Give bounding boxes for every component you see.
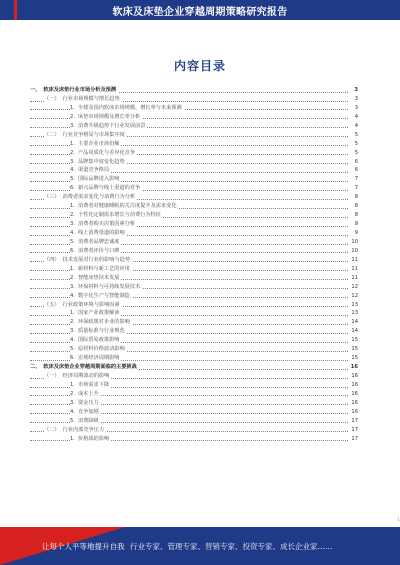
toc-entry-title	[70, 309, 121, 318]
toc-entry-page: 9	[354, 230, 358, 236]
toc-entry-number: 1.	[70, 140, 75, 147]
toc-entry-page: 7	[354, 185, 358, 192]
toc-entry-page: 8	[354, 212, 358, 219]
toc-entry-text: 产品同质化与差异化竞争	[77, 149, 136, 156]
toc-entry-text: 消费升级趋势下行业发展前景	[77, 122, 146, 129]
toc-entry-page: 16	[351, 408, 358, 415]
toc-entry-number: 5.	[70, 238, 75, 245]
toc-entry-text: 环保政策对企业的影响	[77, 319, 130, 326]
toc-entry-number: （三）	[44, 194, 60, 201]
toc-entry-page: 15	[351, 337, 358, 344]
toc-entry-text: 成本上升	[77, 390, 99, 397]
toc-entry-number: 1.	[70, 203, 75, 210]
toc-entry-number: （二）	[44, 426, 60, 433]
toc-entry-title	[70, 149, 137, 158]
toc-entry[interactable]	[30, 265, 358, 274]
toc-entry[interactable]	[30, 149, 358, 158]
toc-entry-page: 12	[351, 283, 358, 290]
toc-entry[interactable]	[30, 122, 358, 131]
toc-entry-text: 消费者品牌忠诚度	[77, 238, 120, 245]
toc-entry[interactable]	[30, 193, 358, 202]
toc-entry-number: 3.	[70, 158, 75, 165]
toc-entry-number: 3.	[70, 399, 75, 406]
footer-banner	[0, 527, 400, 565]
toc-entry-title	[44, 131, 127, 140]
toc-entry-number: 3.	[70, 221, 75, 228]
toc-entry-number: 4.	[70, 167, 75, 174]
toc-entry-page: 6	[354, 167, 358, 174]
toc-entry-text: 行业政策环境与影响因素	[62, 301, 120, 308]
toc-entry-page: 4	[354, 113, 358, 120]
toc-entry-text: 环保材料与可持续发展技术	[77, 283, 141, 290]
toc-entry[interactable]	[30, 86, 358, 95]
toc-entry-number: （二）	[44, 131, 60, 138]
toc-entry-text: 线上消费渠道的影响	[77, 230, 125, 236]
toc-entry-page: 15	[351, 355, 358, 362]
toc-entry-page: 9	[354, 221, 358, 228]
toc-entry-text: 质量标准与行业规范	[77, 328, 125, 335]
toc-entry-title	[44, 372, 111, 381]
toc-entry-number: 1.	[70, 310, 75, 317]
toc-entry-page: 16	[351, 373, 358, 379]
toc-entry[interactable]	[30, 301, 358, 310]
toc-entry[interactable]	[30, 372, 358, 381]
toc-entry-title	[70, 238, 121, 247]
toc-entry-title	[70, 292, 132, 301]
toc-entry-text: 主要企业市场份额	[77, 140, 120, 147]
toc-entry[interactable]	[30, 327, 358, 336]
toc-entry-number: 4.	[70, 408, 75, 415]
toc-entry[interactable]	[30, 202, 358, 211]
toc-entry[interactable]	[30, 292, 358, 301]
toc-entry-text: 个性化定制需求增长与消费行为特征	[77, 212, 161, 219]
footer-slogan: 让每个人平等地提升自我	[42, 542, 125, 551]
toc-entry-title	[70, 104, 184, 113]
toc-entry-page: 13	[351, 301, 358, 308]
toc-entry-number: 1.	[70, 435, 75, 442]
toc-entry-title	[70, 247, 121, 256]
toc-heading: 内容目录	[173, 59, 226, 73]
toc-entry-number: 2.	[70, 390, 75, 397]
toc-entry-number: 二、	[30, 364, 41, 371]
toc-entry-text: 经济周期波动的影响	[62, 373, 110, 379]
toc-entry-text: 资金压力	[77, 399, 99, 406]
toc-entry-number: 1.	[70, 381, 75, 388]
toc-entry-text: 软床及床垫行业市场分析及预测	[43, 87, 117, 93]
toc-entry-text: 宏观经济周期影响	[77, 355, 120, 362]
toc-entry[interactable]	[30, 184, 358, 193]
toc-entry-title	[44, 95, 122, 104]
toc-entry-page: 14	[351, 328, 358, 335]
toc-entry-title	[70, 158, 127, 167]
toc-entry-text: 新兴品牌与线上渠道的竞争	[77, 185, 141, 192]
toc-entry-title	[70, 122, 147, 131]
toc-entry-title	[70, 265, 132, 274]
toc-entry-text: 行业内部竞争压力	[62, 426, 105, 433]
toc-entry-title	[70, 417, 101, 426]
toc-entry-page: 17	[351, 435, 358, 442]
toc-entry[interactable]	[30, 417, 358, 426]
toc-entry-text: 消费者购买决策因素分析	[77, 221, 136, 228]
toc-entry-title	[70, 220, 137, 229]
toc-entry-text: 技术发展对行业的影响与趋势	[62, 256, 131, 263]
toc-entry[interactable]	[30, 211, 358, 220]
toc-entry-page: 13	[351, 310, 358, 317]
toc-entry-title	[70, 399, 101, 408]
toc-entry-page: 16	[351, 399, 358, 406]
toc-entry-text: 数字化生产与智能制造	[77, 292, 130, 299]
toc-entry[interactable]	[30, 158, 358, 167]
toc-entry-title	[44, 256, 132, 265]
toc-entry-number: 5.	[70, 346, 75, 353]
toc-entry-text: 床垫市场规模及增长率分析	[77, 113, 141, 120]
toc-entry[interactable]	[30, 175, 358, 184]
toc-entry-title	[70, 166, 111, 175]
toc-entry[interactable]	[30, 435, 358, 444]
toc-entry[interactable]	[30, 247, 358, 256]
toc-entry[interactable]	[30, 381, 358, 390]
toc-entry-number: 6.	[70, 185, 75, 192]
toc-entry-title	[44, 426, 106, 435]
toc-entry-number: （一）	[44, 373, 60, 379]
toc-entry[interactable]	[30, 238, 358, 247]
toc-entry-title	[70, 274, 121, 283]
toc-entry-title	[70, 381, 111, 390]
toc-entry-title	[70, 113, 142, 122]
toc-entry-title	[70, 283, 142, 292]
toc-entry[interactable]	[30, 140, 358, 149]
toc-entry-number: （四）	[44, 256, 60, 263]
toc-entry-page: 17	[351, 417, 358, 424]
toc-entry-page: 16	[350, 364, 358, 371]
toc-entry[interactable]	[30, 166, 358, 175]
toc-entry-page: 5	[354, 149, 358, 156]
toc-entry-text: 市场需求下降	[77, 381, 110, 388]
toc-entry[interactable]	[30, 113, 358, 122]
toc-entry-number: 3.	[70, 328, 75, 335]
toc-entry-text: 新材料与新工艺的应用	[77, 265, 130, 272]
toc-entry-page: 16	[351, 381, 358, 388]
toc-entry-text: 品牌集中度变化趋势	[77, 158, 125, 165]
toc-entry-title	[70, 202, 179, 211]
toc-entry-text: 渠道竞争格局	[77, 167, 110, 174]
toc-entry-page: 14	[351, 319, 358, 326]
toc-entry-title	[70, 140, 121, 149]
toc-entry-title	[70, 390, 101, 399]
toc-entry[interactable]	[30, 220, 358, 229]
toc-entry-page: 8	[354, 203, 358, 210]
header-banner	[0, 0, 400, 20]
toc-entry[interactable]	[30, 318, 358, 327]
toc-entry[interactable]	[30, 256, 358, 265]
toc-entry-title	[44, 193, 137, 202]
toc-entry-title	[70, 184, 142, 193]
toc-entry[interactable]	[30, 345, 358, 354]
toc-entry-text: 消费降级	[77, 417, 99, 424]
toc-entry-number: 2.	[70, 113, 75, 120]
footer-tagline: 行业专家、管理专家、营销专家、投资专家、成长企业家……	[130, 542, 333, 551]
toc-entry-number: （一）	[44, 95, 60, 102]
toc-entry-page: 3	[354, 104, 358, 111]
toc-entry-text: 原材料价格波动影响	[77, 346, 125, 353]
toc-entry-number: 2.	[70, 319, 75, 326]
toc-entry[interactable]	[30, 274, 358, 283]
toc-entry-page: 6	[354, 158, 358, 165]
toc-entry[interactable]	[30, 354, 358, 363]
toc-entry-title	[70, 211, 163, 220]
toc-entry-page: 11	[351, 274, 358, 281]
toc-entry-page: 8	[354, 194, 358, 201]
toc-entry[interactable]	[30, 363, 358, 372]
toc-entry-page: 17	[351, 426, 358, 433]
toc-entry-number: 4.	[70, 292, 75, 299]
toc-entry-number: 2.	[70, 274, 75, 281]
toc-entry-page: 11	[351, 265, 358, 272]
toc-entry-number: 5.	[70, 176, 75, 183]
toc-entry-page: 4	[354, 122, 358, 129]
toc-entry-number: 1.	[70, 265, 75, 272]
toc-entry[interactable]	[30, 131, 358, 140]
toc-entry[interactable]	[30, 95, 358, 104]
toc-entry-text: 智能床垫技术发展	[77, 274, 120, 281]
toc-entry-page: 16	[351, 390, 358, 397]
toc-entry-title	[30, 363, 139, 372]
table-of-contents	[30, 86, 358, 511]
toc-entry-number: 一、	[30, 87, 41, 93]
toc-entry-page: 12	[351, 292, 358, 299]
toc-entry-number: 5.	[70, 417, 75, 424]
toc-entry-number: 3.	[70, 122, 75, 129]
toc-entry-title	[70, 354, 121, 363]
toc-entry-number: 2.	[70, 212, 75, 219]
toc-entry-text: 竞争加剧	[77, 408, 99, 415]
toc-entry-text: 价格战的影响	[77, 435, 110, 442]
toc-entry-page: 5	[354, 140, 358, 147]
toc-entry[interactable]	[30, 309, 358, 318]
toc-entry-text: 国家产业政策解读	[77, 310, 120, 317]
toc-entry[interactable]	[30, 336, 358, 345]
toc-entry-title	[70, 318, 132, 327]
toc-entry-text: 国际品牌进入影响	[77, 176, 120, 183]
toc-entry-number: 3.	[70, 283, 75, 290]
toc-entry-title	[70, 229, 127, 238]
toc-entry-title	[70, 175, 121, 184]
toc-entry-number: 6.	[70, 247, 75, 254]
toc-entry-page: 11	[351, 256, 358, 263]
toc-entry-text: 消费者需求变化与消费行为分析	[62, 194, 136, 201]
toc-entry-text: 国际贸易政策影响	[77, 337, 120, 344]
toc-entry[interactable]	[30, 408, 358, 417]
toc-entry-title	[70, 345, 127, 354]
toc-entry-title	[44, 301, 122, 310]
toc-entry[interactable]	[30, 229, 358, 238]
toc-entry-number: 1.	[70, 104, 75, 111]
toc-entry[interactable]	[30, 390, 358, 399]
toc-entry-text: 行业竞争格局与市场集中度	[62, 131, 125, 138]
toc-entry-page: 5	[354, 131, 358, 138]
toc-entry-text: 全球及国内软床市场规模、增长率与未来预测	[77, 104, 182, 111]
toc-entry-title	[70, 327, 127, 336]
toc-entry[interactable]	[30, 283, 358, 292]
toc-entry-page: 10	[351, 247, 358, 254]
toc-entry-title	[70, 435, 111, 444]
toc-entry[interactable]	[30, 104, 358, 113]
toc-entry-number: 6.	[70, 355, 75, 362]
toc-entry-text: 消费者评价与口碑	[77, 247, 120, 254]
toc-entry[interactable]	[30, 399, 358, 408]
toc-entry-number: 2.	[70, 149, 75, 156]
toc-entry-title	[70, 408, 101, 417]
toc-entry-text: 软床及床垫企业穿越周期面临的主要挑战	[43, 364, 137, 371]
toc-entry-page: 7	[354, 176, 358, 183]
toc-entry-page: 3	[354, 95, 358, 102]
toc-entry-page: 10	[351, 238, 358, 245]
page-number: 1	[397, 517, 400, 522]
toc-entry-number: 4.	[70, 230, 75, 236]
toc-entry-title	[70, 336, 121, 345]
toc-entry-text: 行业市场规模与增长趋势	[62, 95, 120, 102]
toc-entry-title	[30, 86, 118, 95]
toc-entry-page: 3	[354, 87, 358, 93]
toc-entry-page: 15	[351, 346, 358, 353]
report-title: 软床及床垫企业穿越周期策略研究报告	[112, 7, 288, 18]
toc-entry-text: 消费者对健康睡眠的关注度提升及需求变化	[77, 203, 177, 210]
toc-entry-number: （五）	[44, 301, 60, 308]
toc-entry[interactable]	[30, 426, 358, 435]
toc-entry-number: 4.	[70, 337, 75, 344]
